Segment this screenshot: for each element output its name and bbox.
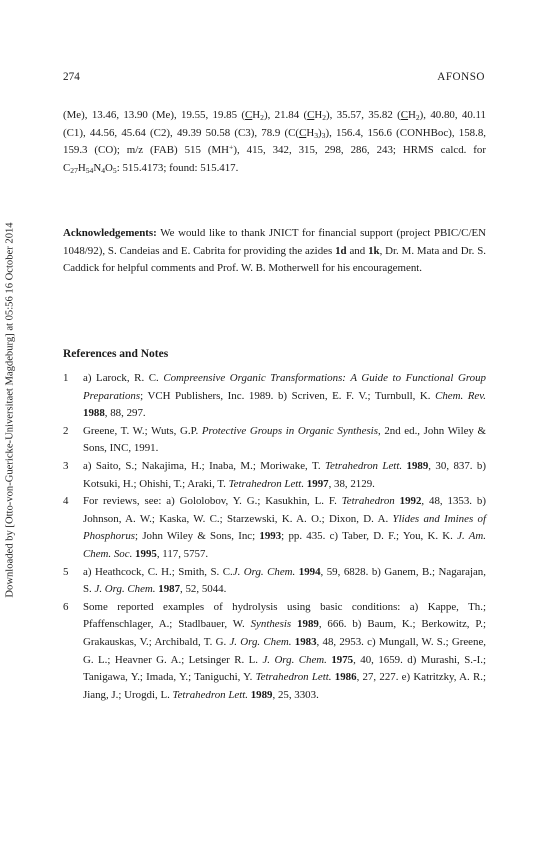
references-list bbox=[63, 370, 486, 704]
reference-number: 1 bbox=[63, 372, 69, 384]
running-head: AFONSO bbox=[437, 71, 485, 83]
download-watermark-text: Downloaded by [Otto-von-Guericke-Universitaet Magdeburg] at 05:56 16 October 2014 bbox=[4, 222, 16, 598]
references-heading: References and Notes bbox=[63, 348, 169, 360]
download-watermark bbox=[2, 160, 18, 660]
reference-number: 2 bbox=[63, 424, 69, 437]
reference-item: 4 For reviews, see: a) Gololobov, Y. G.; Kasukhin, L. F. Tetrahedron 1992, 48, 1353. b) Johnson, A. W.; Kaska, W. C.; Starzewski, K. A. O.; Dixon, D. A. Ylides and Imines of Phosphorus; John Wiley & Sons, Inc; 1993; pp. 435. c) Taber, D. F.; You, K. K. J. Am. Chem. Soc. 1995, 117, 5757. bbox=[63, 493, 486, 563]
reference-item: 3 a) Saito, S.; Nakajima, H.; Inaba, M.; Moriwake, T. Tetrahedron Lett. 1989, 30, 837. b) Kotsuki, H.; Ohishi, T.; Araki, T. Tetrahedron Lett. 1997, 38, 2129. bbox=[63, 458, 486, 493]
reference-number: 6 bbox=[63, 600, 69, 613]
page-number: 274 bbox=[63, 71, 80, 83]
reference-number: 4 bbox=[63, 495, 69, 508]
spectral-data-paragraph: (Me), 13.46, 13.90 (Me), 19.55, 19.85 $(CH_2)$, 21.84 $(CH_2)$, 35.57, 35.82 $(CH_2)$, 40.80, 40.11 (C1), 44.56, 45.64 (C2), 49.39 50.58 (C3), 78.9 $(C(CH_3)_3)$, 156.4, 156.6 (CONHBoc), 158.8, 159.3 (CO); m/z (FAB) 515 (MH+), 415, 342, 315, 298, 286, 243; HRMS calcd. for $C_{27}H_{54}N_4O_5$: 515.4173; found: 515.417. bbox=[63, 109, 486, 175]
acknowledgements-paragraph: Acknowledgements: We would like to thank JNICT for financial support (project PBIC/C/EN 1048/92), S. Candeias and E. Cabrita for providing the azides 1d and 1k, Dr. M. Mata and Dr. S. Caddick for helpful comments and Prof. W. B. Motherwell for his encouragement. bbox=[63, 227, 486, 275]
reference-item: 1 a) Larock, R. C. Compreensive Organic Transformations: A Guide to Functional Group Preparations; VCH Publishers, Inc. 1989. b) Scriven, E. F. V.; Turnbull, K. Chem. Rev. 1988, 88, 297. bbox=[63, 370, 486, 423]
reference-item: 2 Greene, T. W.; Wuts, G.P. Protective Groups in Organic Synthesis, 2nd ed., John Wiley & Sons, INC, 1991. bbox=[63, 423, 486, 458]
reference-item: 6 Some reported examples of hydrolysis using basic conditions: a) Kappe, Th.; Pfaffenschlager, A.; Stadlbauer, W. Synthesis 1989, 666. b) Baum, K.; Berkowitz, P.; Grakauskas, V.; Archibald, T. G. J. Org. Chem. 1983, 48, 2953. c) Mungall, W. S.; Greene, G. L.; Heavner G. A.; Letsinger R. L. J. Org. Chem. 1975, 40, 1659. d) Murashi, S.-I.; Tanigawa, Y.; Imada, Y.; Taniguchi, Y. Tetrahedron Lett. 1986, 27, 227. e) Katritzky, A. R.; Jiang, J.; Urogdi, L. Tetrahedron Lett. 1989, 25, 3303. bbox=[63, 599, 486, 705]
reference-number: 5 bbox=[63, 565, 69, 578]
reference-number: 3 bbox=[63, 459, 69, 472]
acknowledgements-label: Acknowledgements: bbox=[63, 227, 157, 239]
reference-item: 5 a) Heathcock, C. H.; Smith, S. C.J. Org. Chem. 1994, 59, 6828. b) Ganem, B.; Nagarajan, S. J. Org. Chem. 1987, 52, 5044. bbox=[63, 564, 486, 599]
